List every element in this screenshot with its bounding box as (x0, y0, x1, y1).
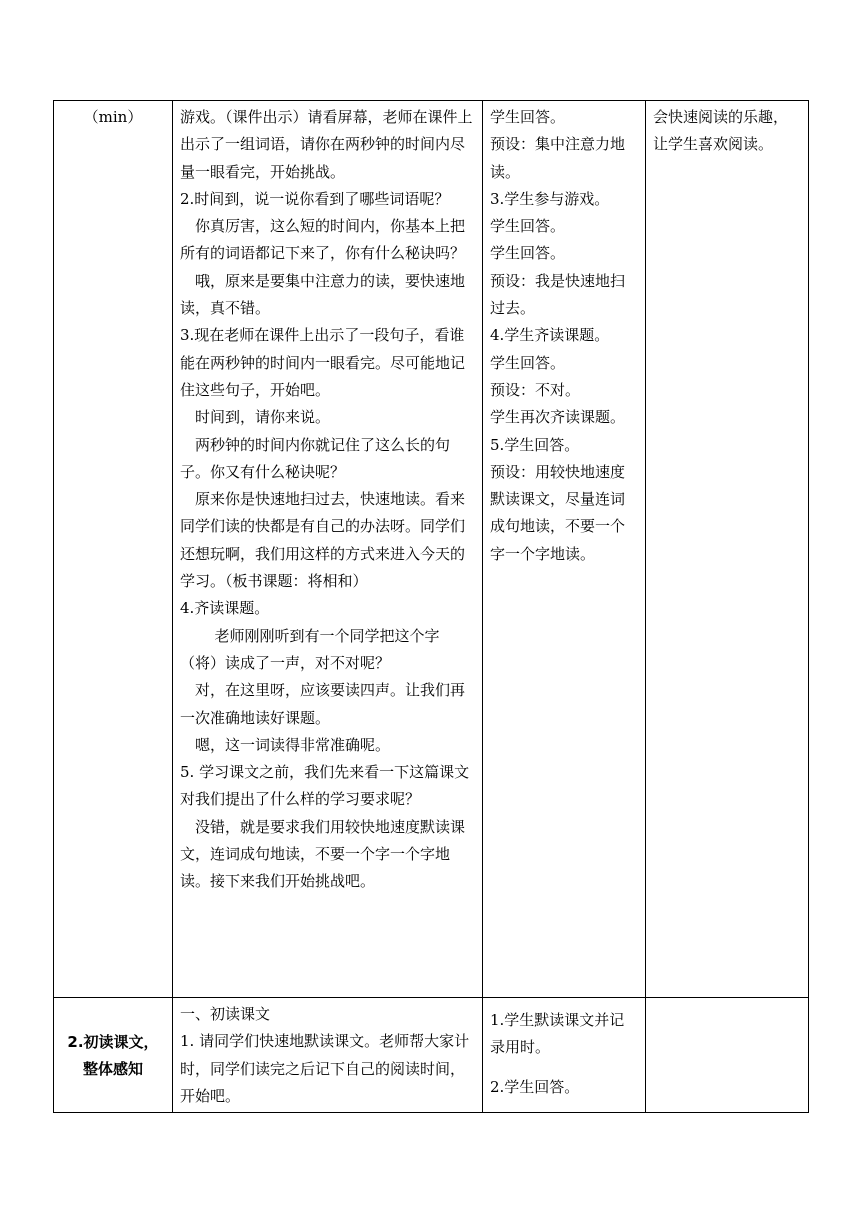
student-paragraph: 学生回答。 (490, 217, 566, 236)
student-paragraph: 5.学生回答。 (490, 435, 580, 454)
student-paragraph: 预设：不对。 (490, 380, 581, 399)
student-paragraph: 预设：用较快地速度默读课文，尽量连词成句地读，不要一个字一个字地读。 (490, 462, 626, 563)
stage-cell (54, 101, 173, 998)
teacher-paragraph: 原来你是快速地扫过去，快速地读。看来同学们读的快都是有自己的办法呀。同学们还想玩啊，我们用这样的方式来进入今天的学习。（板书课题：将相和） (180, 490, 466, 591)
teacher-paragraph: 嗯，这一词读得非常准确呢。 (195, 735, 391, 754)
teacher-paragraph: 哦，原来是要集中注意力的读，要快速地读，真不错。 (180, 271, 466, 318)
student-paragraph: 学生回答。 (490, 353, 566, 372)
teacher-paragraph: 5. 学习课文之前，我们先来看一下这篇课文对我们提出了什么样的学习要求呢？ (180, 763, 470, 809)
stage-title-line: 整体感知 (82, 1059, 143, 1078)
student-paragraph: 4.学生齐读课题。 (490, 326, 610, 345)
intent-paragraph: 会快速阅读的乐趣，让学生喜欢阅读。 (653, 108, 789, 154)
teacher-paragraph: 时间到，请你来说。 (195, 408, 331, 427)
teacher-paragraph: 你真厉害，这么短的时间内，你基本上把所有的词语都记下来了，你有什么秘诀吗？ (180, 217, 466, 263)
student-paragraph: 1.学生默读课文并记录用时。 (490, 1011, 625, 1057)
teacher-paragraph: 老师刚刚听到有一个同学把这个字（将）读成了一声，对不对呢？ (180, 626, 440, 672)
student-paragraph: 2.学生回答。 (490, 1077, 580, 1096)
student-activity-cell (483, 101, 646, 998)
student-paragraph: 预设：我是快速地扫过去。 (490, 271, 626, 318)
teacher-paragraph: 对，在这里呀，应该要读四声。让我们再一次准确地读好课题。 (180, 681, 466, 727)
table-row (54, 101, 809, 998)
teacher-paragraph: 两秒钟的时间内你就记住了这么长的句子。你又有什么秘诀呢？ (180, 435, 451, 481)
stage-label: （min） (83, 108, 143, 126)
student-paragraph: 3.学生参与游戏。 (490, 189, 610, 208)
design-intent-cell (646, 998, 809, 1113)
teacher-paragraph: 没错，就是要求我们用较快地速度默读课文，连词成句地读，不要一个字一个字地读。接下来我们开始挑战吧。 (180, 817, 466, 891)
stage-cell (54, 998, 173, 1113)
teacher-paragraph: 3.现在老师在课件上出示了一段句子，看谁能在两秒钟的时间内一眼看完。尽可能地记住这些句子，开始吧。 (180, 326, 466, 399)
teacher-paragraph: 一、初读课文 (180, 1005, 271, 1023)
teacher-paragraph: 游戏。（课件出示）请看屏幕，老师在课件上出示了一组词语，请你在两秒钟的时间内尽量一眼看完，开始挑战。 (180, 108, 473, 181)
teacher-paragraph: 4.齐读课题。 (180, 599, 270, 618)
teacher-paragraph: 2.时间到，说一说你看到了哪些词语呢？ (180, 189, 450, 208)
design-intent-cell (646, 101, 809, 998)
student-paragraph: 学生回答。 (490, 108, 566, 126)
teacher-paragraph: 1. 请同学们快速地默读课文。老师帮大家计时，同学们读完之后记下自己的阅读时间，开始吧。 (180, 1032, 470, 1105)
student-activity-cell (483, 998, 646, 1113)
teacher-activity-cell (173, 101, 483, 998)
student-paragraph: 预设：集中注意力地读。 (490, 135, 626, 181)
table-row (54, 998, 809, 1113)
stage-title-line: 2.初读课文， (67, 1032, 159, 1051)
student-paragraph: 学生再次齐读课题。 (490, 408, 626, 427)
teacher-activity-cell (173, 998, 483, 1113)
student-paragraph: 学生回答。 (490, 244, 566, 263)
lesson-plan-table (53, 100, 809, 1113)
